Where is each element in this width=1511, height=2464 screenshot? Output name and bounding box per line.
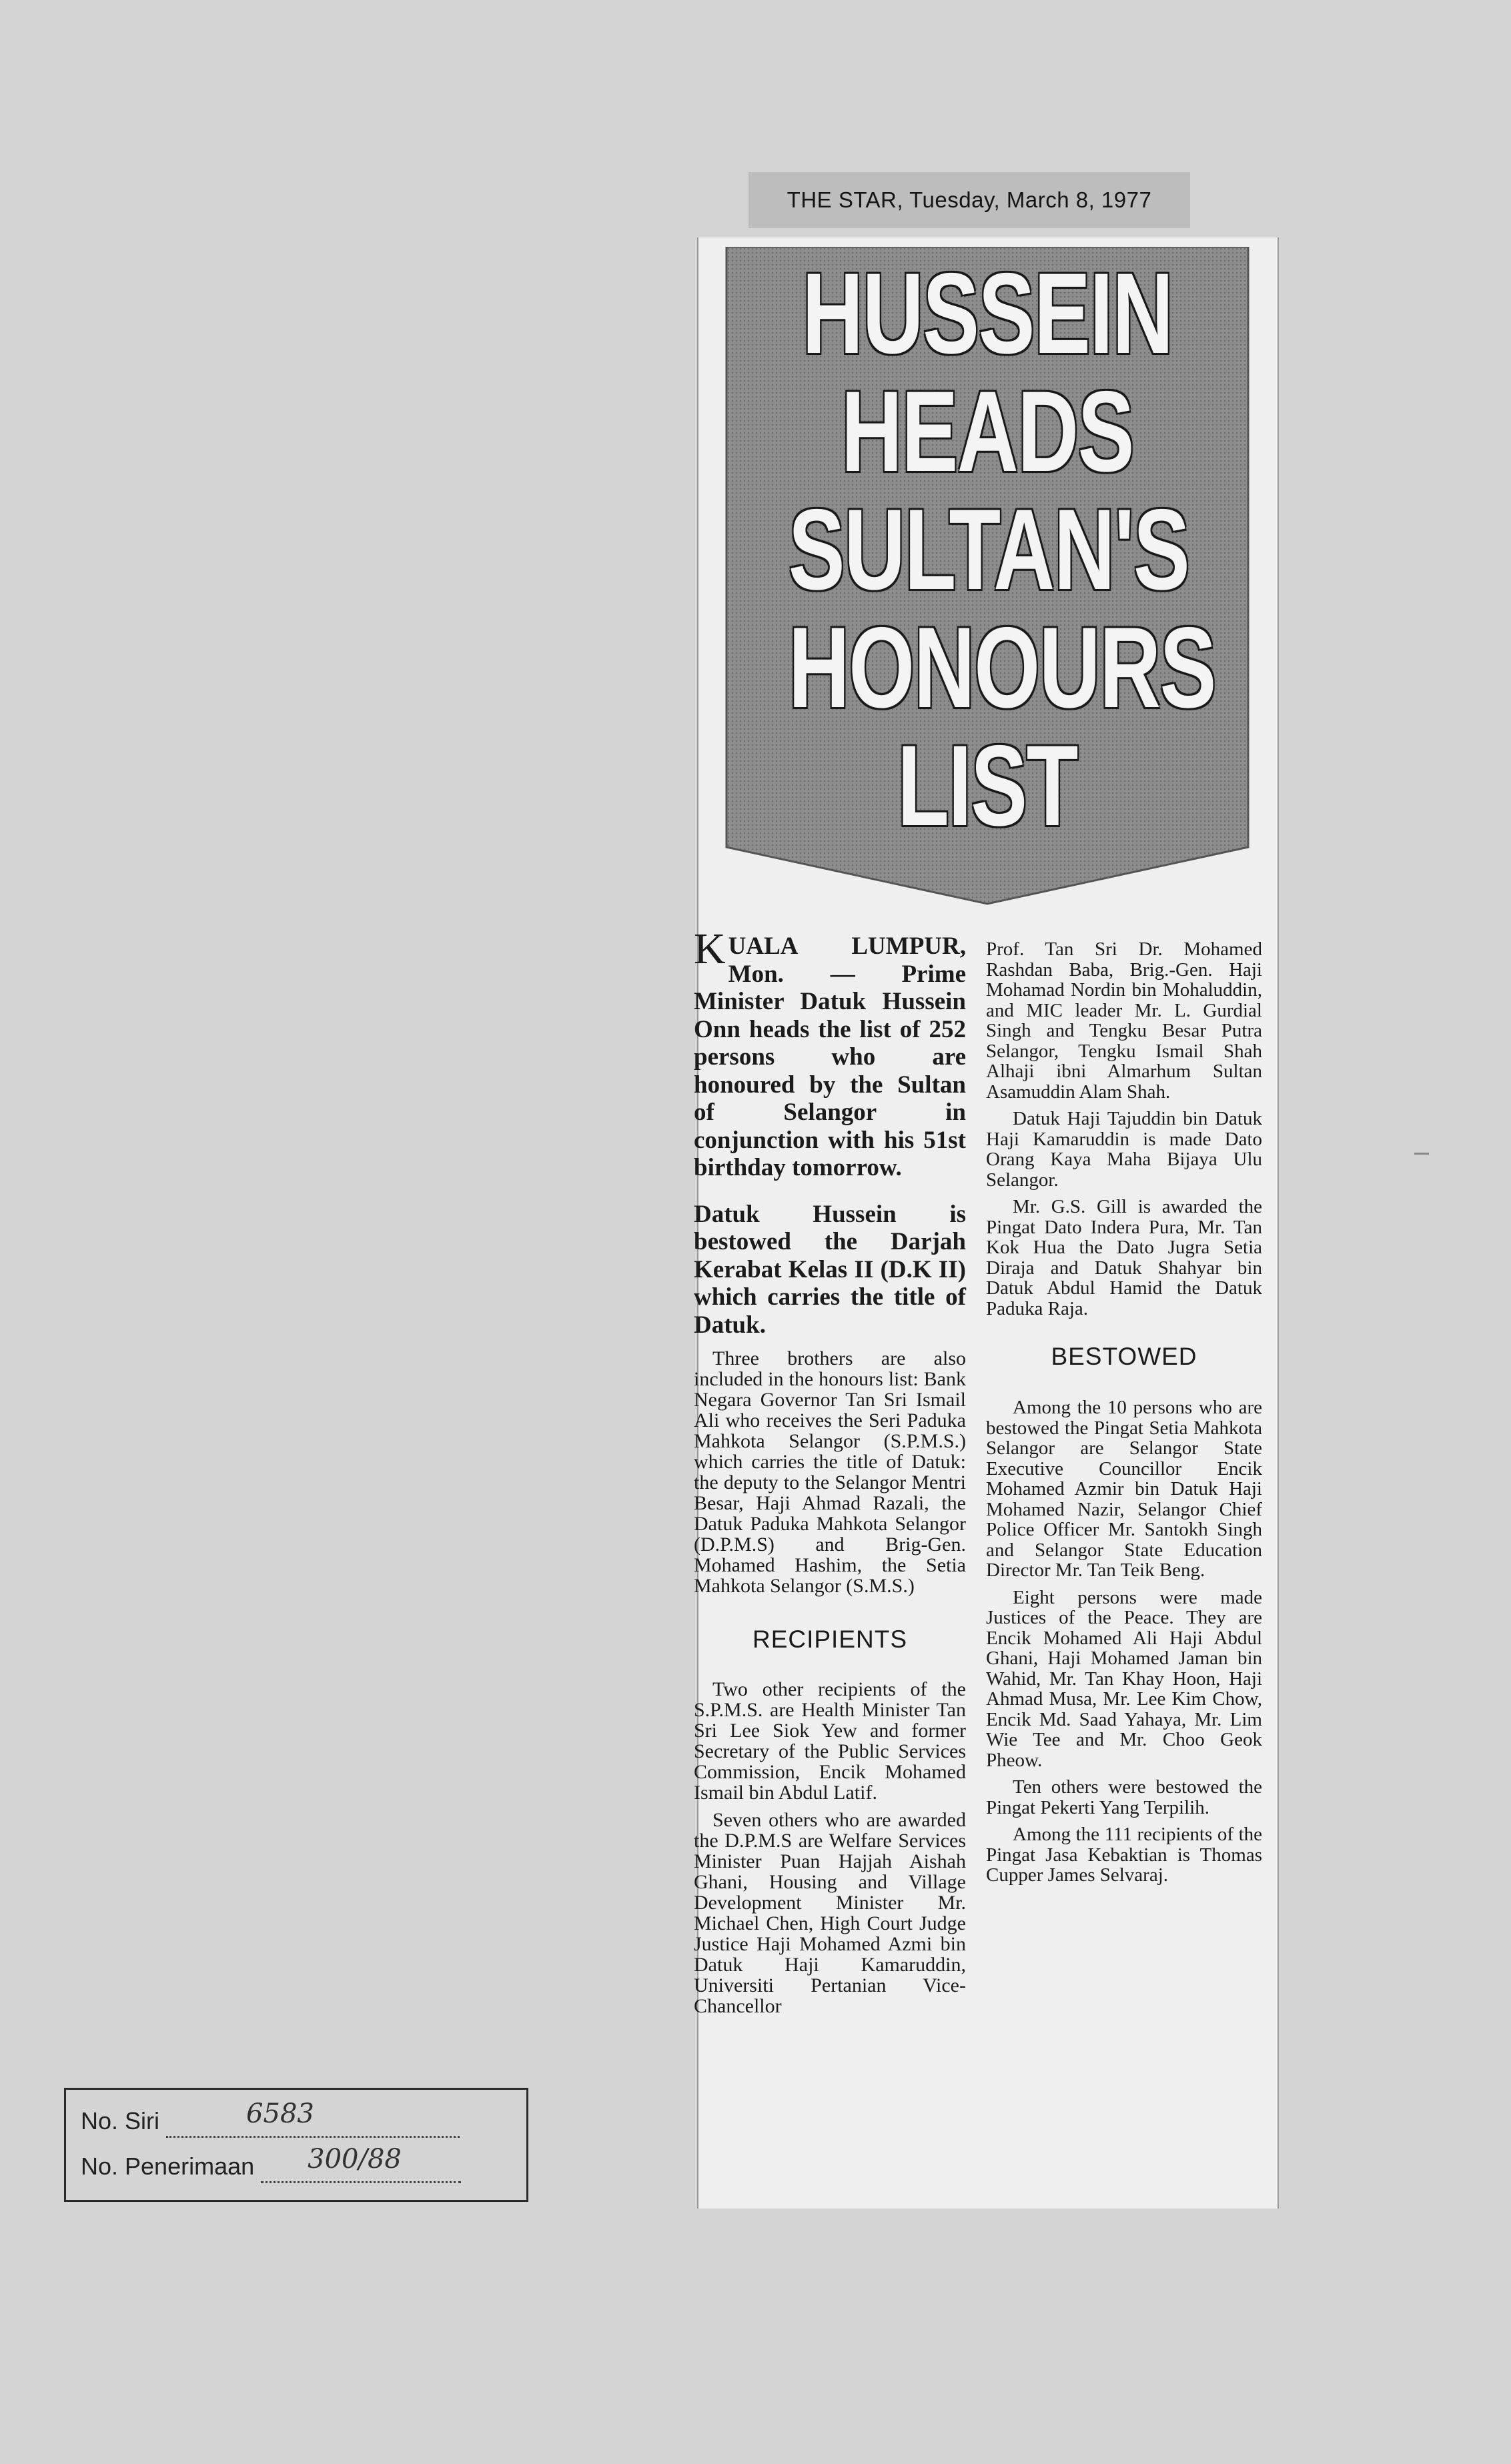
headline-line-4: HONOURS [788, 604, 1215, 732]
second-lead-paragraph: Datuk Hussein is bestowed the Darjah Kerabat Kelas II (D.K II) which carries the title of Datuk. [694, 1200, 966, 1339]
body-paragraph: Datuk Haji Tajuddin bin Datuk Haji Kamaruddin is made Dato Orang Kaya Maha Bijaya Ulu Selangor. [986, 1108, 1262, 1191]
body-paragraph: Mr. G.S. Gill is awarded the Pingat Dato Indera Pura, Mr. Tan Kok Hua the Dato Jugra Setia Diraja and Datuk Shahyar bin Datuk Abdul Hamid the Datuk Paduka Raja. [986, 1196, 1262, 1319]
body-paragraph: Two other recipients of the S.P.M.S. are Health Minister Tan Sri Lee Siok Yew and former Secretary of the Public Services Commission, Encik Mohamed Ismail bin Abdul Latif. [694, 1678, 966, 1804]
article-left-column [694, 925, 966, 2023]
headline-line-2: HEADS [841, 368, 1134, 496]
headline-line-1: HUSSEIN [802, 249, 1173, 378]
subhead-bestowed: BESTOWED [1051, 1343, 1197, 1370]
stamp-penerimaan-label: No. Penerimaan [81, 2152, 255, 2180]
body-paragraph: Ten others were bestowed the Pingat Pekerti Yang Terpilih. [986, 1776, 1262, 1818]
body-paragraph: Three brothers are also included in the honours list: Bank Negara Governor Tan Sri Ismail Ali who receives the Seri Paduka Mahkota Selangor (S.P.M.S.) which carries the title of Datuk: the deputy to the Selangor Mentri Besar, Haji Ahmad Razali, the Datuk Paduka Mahkota Selangor (D.P.M.S) and Brig-Gen. Mohamed Hashim, the Setia Mahkota Selangor (S.M.S.) [694, 1347, 966, 1597]
body-paragraph: Among the 111 recipients of the Pingat Jasa Kebaktian is Thomas Cupper James Selvaraj. [986, 1824, 1262, 1886]
scan-mark [1414, 1153, 1429, 1155]
stamp-penerimaan-value: 300/88 [308, 2144, 402, 2175]
body-paragraph: Among the 10 persons who are bestowed the Pingat Setia Mahkota Selangor are Selangor State Executive Councillor Encik Mohamed Azmir bin Datuk Haji Mohamed Nazir, Selangor Chief Police Officer Mr. Santokh Singh and Selangor State Education Director Mr. Tan Teik Beng. [986, 1397, 1262, 1581]
archive-stamp [64, 2088, 528, 2202]
stamp-siri-value: 6583 [246, 2098, 314, 2129]
lead-text: UALA LUMPUR, Mon. — Prime Minister Datuk Hussein Onn heads the list of 252 persons who are honoured by the Sultan of Selangor in conjunction with his 51st birthday tomorrow. [694, 933, 966, 1181]
article-right-column [986, 939, 1262, 1892]
stamp-siri-label: No. Siri [81, 2107, 160, 2134]
subhead-recipients: RECIPIENTS [752, 1626, 908, 1653]
stamp-siri-row [81, 2098, 460, 2138]
newspaper-masthead: THE STAR, Tuesday, March 8, 1977 [748, 172, 1190, 228]
headline-line-5: LIST [897, 722, 1077, 850]
drop-cap: K [694, 925, 726, 973]
headline [788, 249, 1215, 850]
body-paragraph: Prof. Tan Sri Dr. Mohamed Rashdan Baba, Brig.-Gen. Haji Mohamad Nordin bin Mohaluddin, and MIC leader Mr. L. Gurdial Singh and Tengku Besar Putra Selangor, Tengku Ismail Shah Alhaji ibni Almarhum Sultan Asamuddin Alam Shah. [986, 939, 1262, 1103]
body-paragraph: Seven others who are awarded the D.P.M.S are Welfare Services Minister Puan Hajjah Aishah Ghani, Housing and Village Development Minister Mr. Michael Chen, High Court Judge Justice Haji Mohamed Azmi bin Datuk Haji Kamaruddin, Universiti Pertanian Vice-Chancellor [694, 1809, 966, 2017]
headline-banner [718, 247, 1256, 907]
stamp-penerimaan-row [81, 2144, 461, 2183]
lead-paragraph [694, 925, 966, 1182]
body-paragraph: Eight persons were made Justices of the Peace. They are Encik Mohamed Ali Haji Abdul Ghani, Haji Mohamed Jaman bin Wahid, Mr. Tan Khay Hoon, Haji Ahmad Musa, Mr. Lee Kim Chow, Encik Md. Saad Yahaya, Mr. Lim Wie Tee and Mr. Choo Geok Pheow. [986, 1586, 1262, 1771]
headline-line-3: SULTAN'S [788, 486, 1189, 614]
